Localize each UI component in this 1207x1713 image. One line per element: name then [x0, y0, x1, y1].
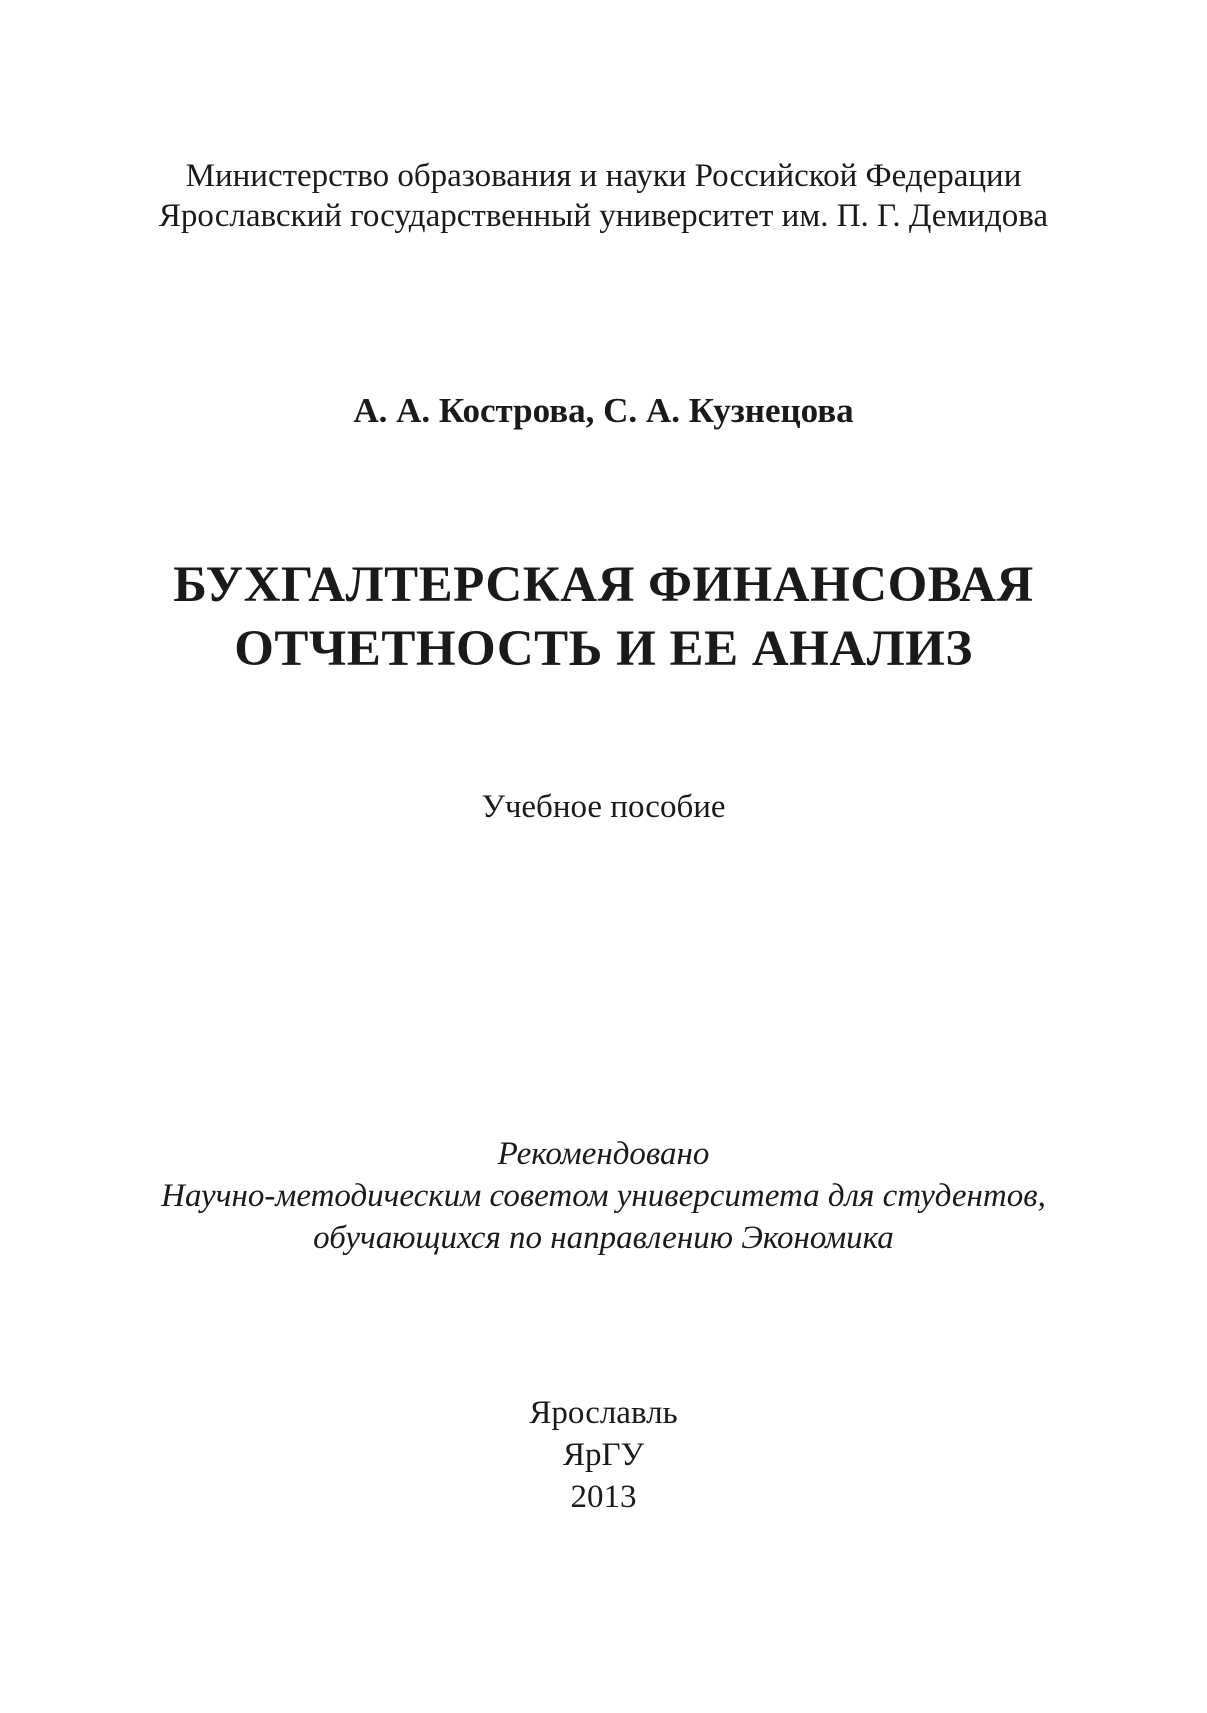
recommendation-line-3: обучающихся по направлению Экономика	[313, 1220, 894, 1256]
author-names: А. А. Кострова, С. А. Кузнецова	[353, 391, 854, 430]
recommendation-line-2: Научно-методическим советом университета для студентов,	[161, 1178, 1046, 1214]
imprint-publisher: ЯрГУ	[563, 1437, 644, 1473]
book-title-line-2: ОТЧЕТНОСТЬ И ЕЕ АНАЛИЗ	[234, 621, 973, 677]
book-title-line-1: БУХГАЛТЕРСКАЯ ФИНАНСОВАЯ	[173, 557, 1034, 613]
book-title	[0, 553, 1207, 681]
recommendation-note	[0, 1133, 1207, 1259]
authors	[0, 389, 1207, 433]
ministry-name: Министерство образования и науки Российской Федерации	[185, 158, 1022, 194]
university-name: Ярославский государственный университет им. П. Г. Демидова	[158, 198, 1049, 234]
imprint	[0, 1392, 1207, 1518]
imprint-year: 2013	[570, 1479, 637, 1515]
imprint-city: Ярославль	[529, 1395, 678, 1431]
book-type-label: Учебное пособие	[481, 789, 726, 825]
recommendation-line-1: Рекомендовано	[497, 1136, 710, 1172]
book-type	[0, 787, 1207, 827]
organization-header	[0, 156, 1207, 236]
